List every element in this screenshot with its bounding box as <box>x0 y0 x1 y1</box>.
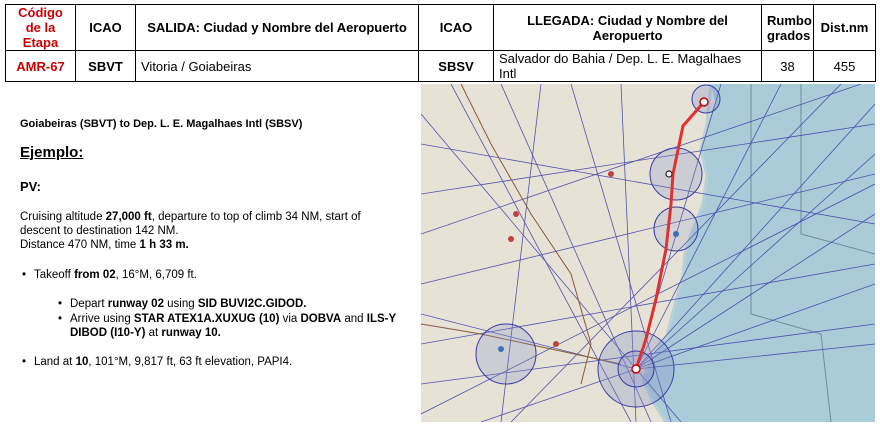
ils-name: ILS-Y DIBOD (I10-Y) <box>70 313 396 339</box>
tma-circle-3 <box>476 324 536 384</box>
flight-time: 1 h 33 m. <box>139 239 189 251</box>
arrive-item: • Arrive using STAR ATEX1A.XUXUG (10) via DOBVA and ILS-Y DIBOD (I10-Y) at runway 10. <box>58 313 396 339</box>
cruise-altitude: 27,000 ft <box>105 211 152 223</box>
landing-item: • Land at 10, 101°M, 9,817 ft, 63 ft elevation, PAPI4. <box>22 356 293 368</box>
header-dep-icao: ICAO <box>76 5 136 51</box>
leg-distance: 455 <box>814 51 876 82</box>
leg-row <box>6 51 876 82</box>
pv-label: PV: <box>20 179 41 194</box>
header-distance: Dist.nm <box>814 5 876 51</box>
tma-circle-2 <box>654 207 698 251</box>
header-arrival: LLEGADA: Ciudad y Nombre del Aeropuerto <box>494 5 762 51</box>
route-map <box>421 84 875 422</box>
cruise-paragraph: Cruising altitude 27,000 ft, departure to top of climb 34 NM, start of descent to destination 142 NM. Distance 470 NM, time 1 h 33 m. <box>20 211 361 251</box>
header-arr-icao: ICAO <box>419 5 494 51</box>
arr-name: Salvador do Bahia / Dep. L. E. Magalhaes Intl <box>494 51 762 82</box>
example-heading: Ejemplo: <box>20 144 84 161</box>
sid-name: SID BUVI2C.GIDOD. <box>197 298 307 310</box>
route-title: Goiabeiras (SBVT) to Dep. L. E. Magalhaes Intl (SBSV) <box>20 118 303 130</box>
header-leg-code: Código de la Etapa <box>6 5 76 51</box>
leg-heading: 38 <box>762 51 814 82</box>
leg-table-header <box>6 5 876 51</box>
route-map-svg <box>421 84 875 422</box>
header-heading: Rumbo grados <box>762 5 814 51</box>
takeoff-item: • Takeoff from 02, 16°M, 6,709 ft. <box>22 269 197 281</box>
depart-item: • Depart runway 02 using SID BUVI2C.GIDOD. <box>58 298 307 310</box>
dep-icao: SBVT <box>76 51 136 82</box>
leg-table <box>5 4 876 82</box>
dep-name: Vitoria / Goiabeiras <box>136 51 419 82</box>
leg-code: AMR-67 <box>6 51 76 82</box>
arr-icao: SBSV <box>419 51 494 82</box>
star-name: STAR ATEX1A.XUXUG (10) <box>133 313 280 325</box>
header-departure: SALIDA: Ciudad y Nombre del Aeropuerto <box>136 5 419 51</box>
